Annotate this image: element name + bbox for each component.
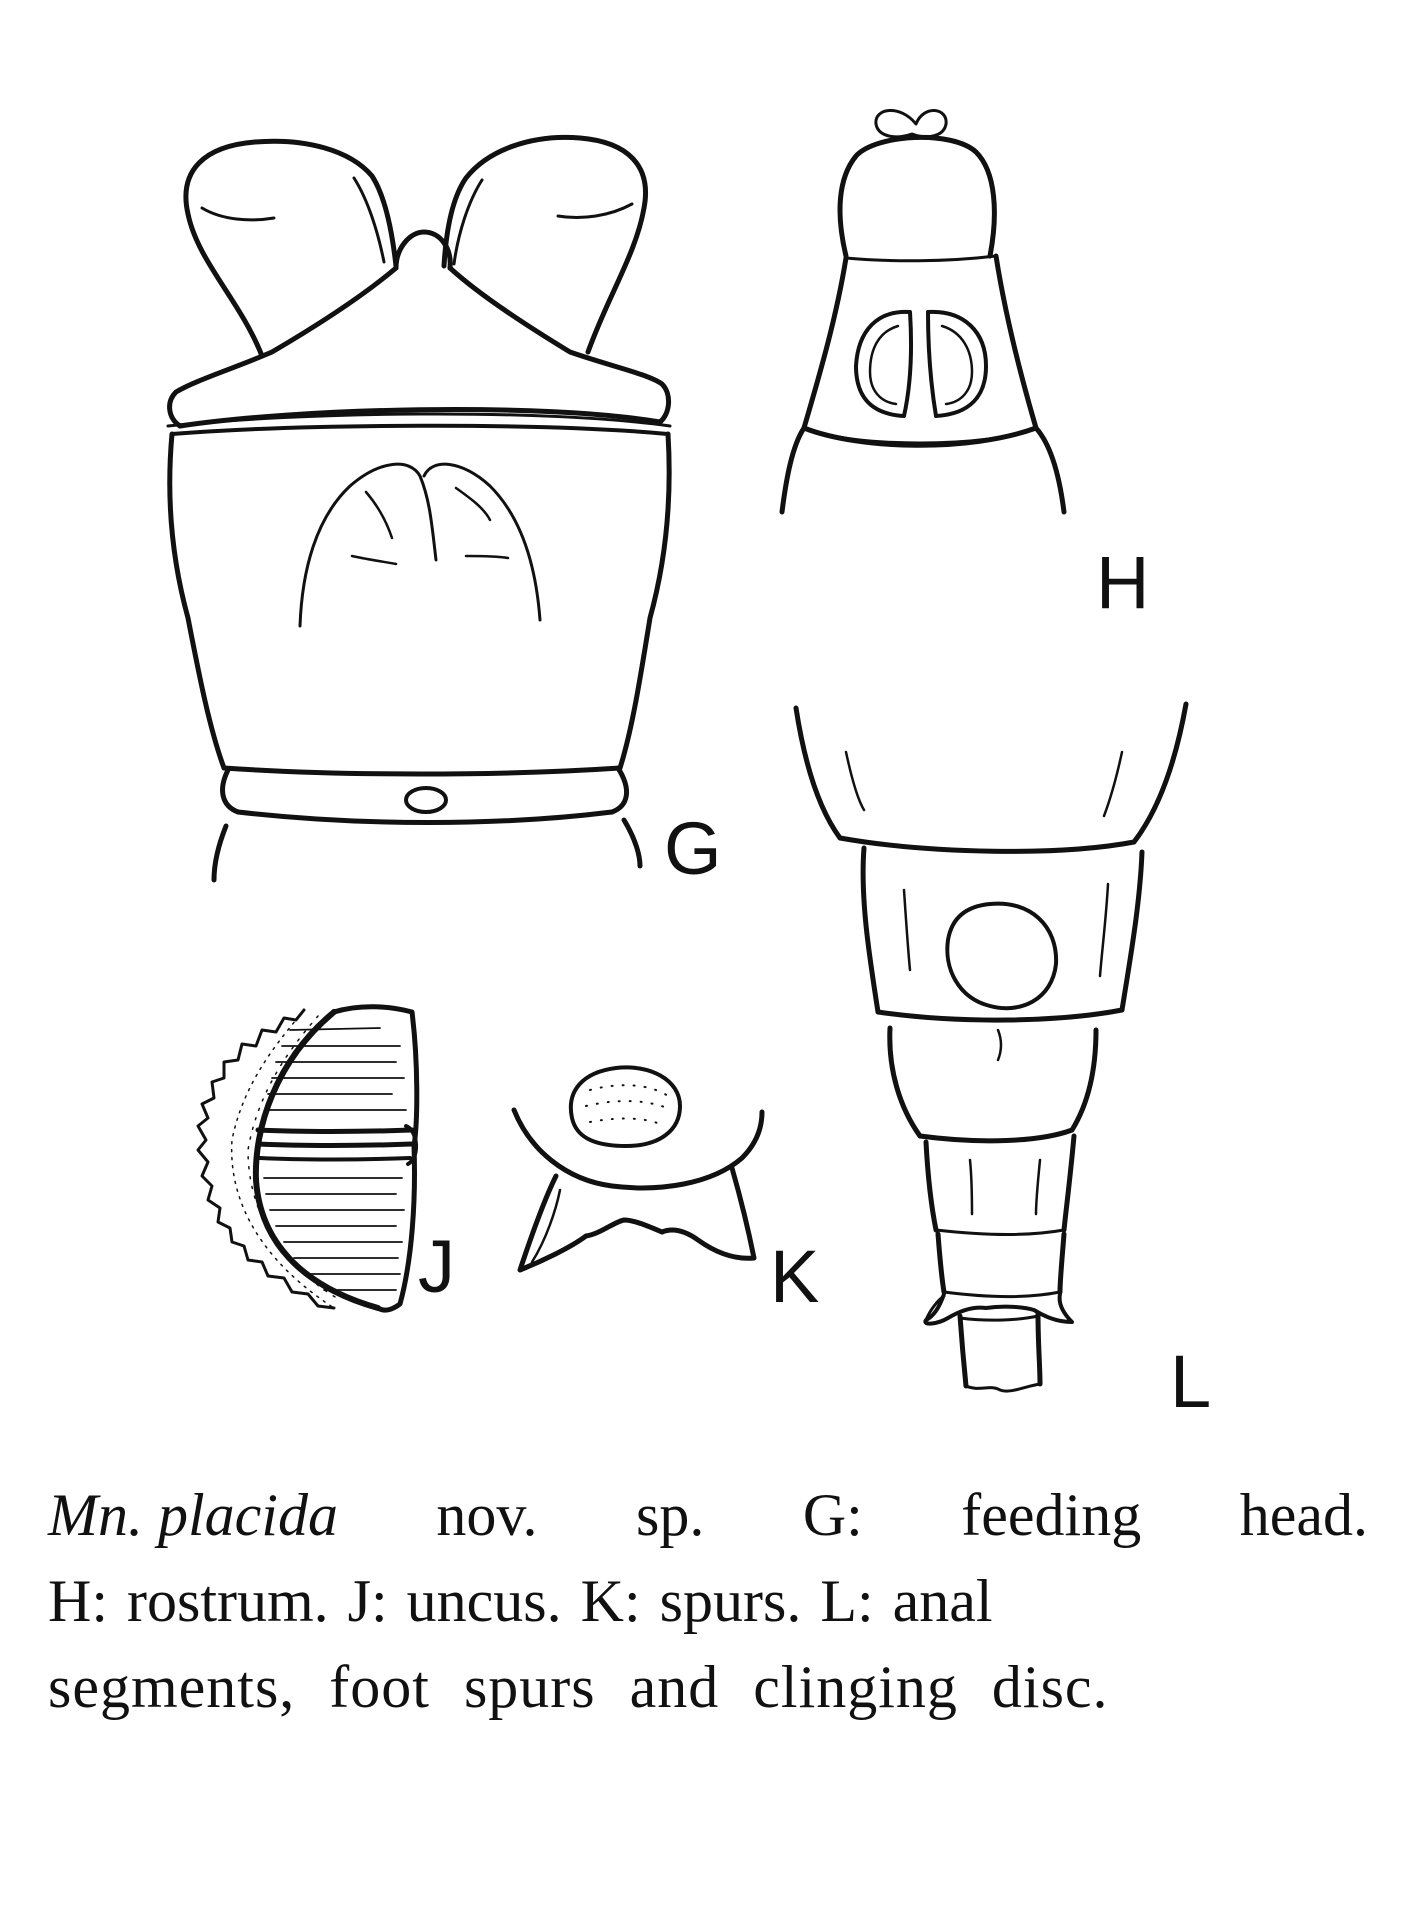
l-seg2-right: [1122, 852, 1142, 1010]
l-seg4-left: [926, 1142, 936, 1230]
h-shield: [804, 256, 1036, 445]
g-inner-tick-right: [466, 556, 508, 558]
g-collar-top-right: [450, 268, 669, 422]
g-body-bottom: [224, 768, 620, 774]
g-inner-right: [424, 464, 540, 620]
l-seg2-fold: [904, 890, 910, 970]
figure-caption: [48, 1472, 1378, 1730]
g-right-fan-inner: [558, 204, 632, 218]
h-tip-lobes: [876, 110, 946, 136]
l-top-left: [796, 708, 840, 838]
figure-label-g: G: [664, 807, 722, 890]
g-left-fan: [186, 141, 396, 356]
l-top-fold-left: [846, 752, 864, 810]
l-top-fold-right: [1104, 752, 1122, 816]
h-head-dome: [840, 137, 994, 256]
l-stem-left: [960, 1316, 966, 1386]
l-seg5-right: [1060, 1234, 1064, 1292]
g-body-outline-right: [620, 434, 669, 768]
drawing-j-uncus: [198, 1007, 417, 1310]
l-seg2-left: [863, 848, 878, 1012]
caption-word: sp.: [636, 1482, 705, 1548]
l-seg4-right: [1064, 1136, 1074, 1230]
j-bar-2: [258, 1144, 412, 1146]
drawing-k-spurs: [514, 1067, 762, 1270]
caption-line-1: [48, 1472, 1368, 1558]
h-window-right-inner: [942, 326, 972, 404]
caption-line-2: H: rostrum. J: uncus. K: spurs. L: anal: [48, 1568, 993, 1634]
l-stem-right: [1038, 1314, 1040, 1384]
caption-line-3: segments, foot spurs and clinging disc.: [48, 1654, 1109, 1720]
l-seg4-fold: [970, 1160, 972, 1214]
g-right-fan: [444, 137, 646, 352]
h-body-right: [1036, 428, 1064, 512]
g-neck-upper-right: [612, 768, 627, 812]
l-seg3-bottom: [920, 1130, 1072, 1141]
h-window-left-inner: [870, 326, 898, 404]
g-lower-right: [624, 820, 640, 866]
l-seg3-left: [890, 1028, 920, 1136]
l-seg4-bottom: [936, 1230, 1064, 1235]
l-seg2-fold-right: [1100, 884, 1108, 976]
caption-word: G:: [802, 1482, 863, 1548]
figure-label-l: L: [1170, 1340, 1212, 1423]
j-bar-1: [258, 1130, 412, 1132]
g-left-fan-inner: [202, 208, 274, 220]
g-collar-top: [170, 268, 396, 426]
g-lower-left: [214, 826, 226, 880]
g-inner-tick-left: [352, 556, 396, 564]
l-seg5-left: [938, 1234, 944, 1292]
h-body-left: [782, 428, 804, 512]
h-head-base: [846, 256, 996, 261]
drawing-l-anal-segments: [796, 704, 1186, 1391]
g-inner-left: [300, 464, 436, 626]
l-seg4-fold-right: [1036, 1160, 1040, 1214]
g-inner-fold-left: [366, 492, 392, 538]
l-seg3-right: [1072, 1030, 1096, 1130]
l-top-right: [1134, 704, 1186, 842]
caption-species-name: Mn. placida: [48, 1482, 338, 1548]
figure-label-k: K: [770, 1235, 820, 1318]
k-cup: [514, 1110, 762, 1188]
j-bar-3: [260, 1158, 410, 1160]
l-foot-spur-tip-left: [926, 1296, 944, 1320]
l-seg2-bottom: [878, 1010, 1122, 1020]
caption-word: nov.: [436, 1482, 538, 1548]
l-stem-top: [960, 1316, 1038, 1320]
k-spur-right: [662, 1168, 754, 1258]
g-collar-rim: [172, 426, 668, 434]
l-top-bottom: [840, 838, 1134, 851]
g-body-outline: [170, 434, 224, 768]
g-inner-fold-right: [456, 488, 490, 520]
g-neck-pore: [406, 788, 446, 812]
g-neck-upper: [223, 770, 238, 812]
drawing-g-feeding-head: [168, 137, 670, 880]
l-seg5-bottom: [944, 1292, 1060, 1297]
l-stem-bottom: [966, 1384, 1040, 1391]
k-pad-stipple: [586, 1085, 672, 1126]
caption-word: feeding: [961, 1482, 1142, 1548]
l-seg3-tick: [998, 1030, 1001, 1060]
figure-label-h: H: [1096, 541, 1150, 624]
drawing-h-rostrum: [782, 110, 1064, 512]
caption-word: head.: [1239, 1482, 1368, 1548]
l-disc: [947, 904, 1056, 1009]
figure-label-j: J: [418, 1225, 455, 1308]
